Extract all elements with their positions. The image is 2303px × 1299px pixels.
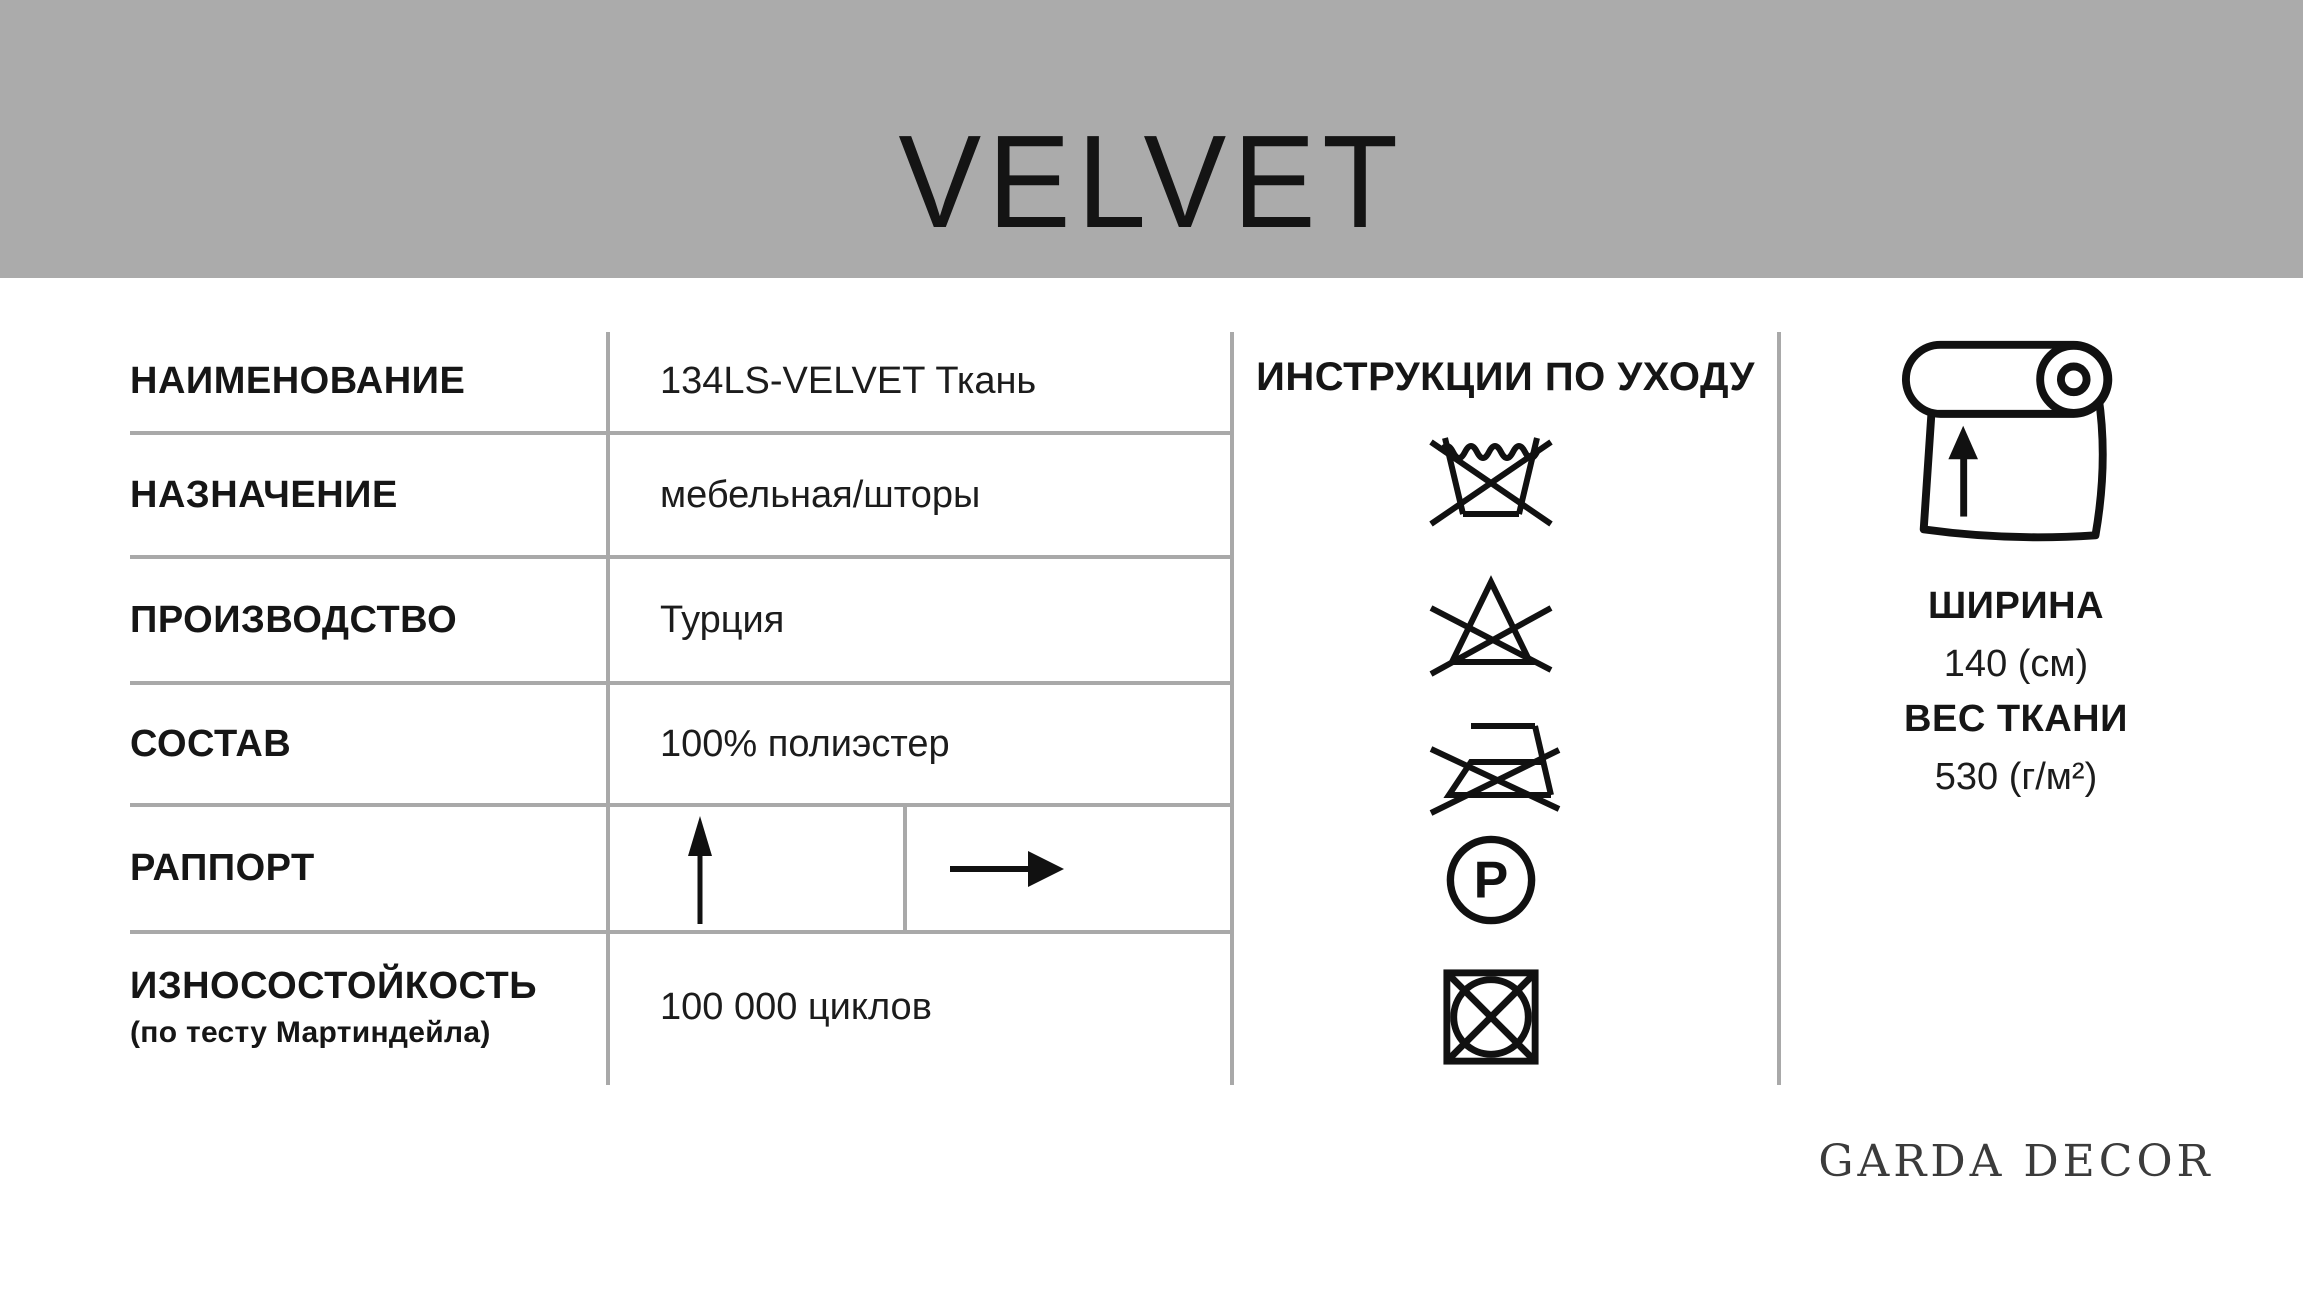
row-label-name: НАИМЕНОВАНИЕ xyxy=(130,360,466,402)
right-arrow-icon xyxy=(948,846,1066,892)
row-label-durability xyxy=(130,934,595,1080)
durability-label: ИЗНОСОСТОЙКОСТЬ xyxy=(130,964,538,1007)
page-title: VELVET xyxy=(898,108,1405,255)
rapport-cell-divider xyxy=(903,803,907,934)
weight-value: 530 (г/м²) xyxy=(1934,756,2098,798)
header-band xyxy=(0,0,2303,278)
row-value-composition: 100% полиэстер xyxy=(660,722,950,765)
row-label-purpose: НАЗНАЧЕНИЕ xyxy=(130,473,398,516)
do-not-tumble-dry-icon xyxy=(1440,966,1542,1068)
column-divider xyxy=(606,332,610,1085)
do-not-bleach-icon xyxy=(1425,572,1557,678)
weight-label: ВЕС ТКАНИ xyxy=(1904,698,2128,740)
row-value-durability: 100 000 циклов xyxy=(660,985,932,1028)
dry-clean-p-icon xyxy=(1443,832,1539,928)
row-label-composition: СОСТАВ xyxy=(130,722,292,765)
do-not-iron-icon xyxy=(1421,719,1561,825)
care-heading: ИНСТРУКЦИИ ПО УХОДУ xyxy=(1256,355,1755,399)
row-label-production: ПРОИЗВОДСТВО xyxy=(130,598,458,641)
width-value: 140 (см) xyxy=(1943,643,2089,685)
table-right-divider xyxy=(1230,332,1234,1085)
row-value-production: Турция xyxy=(660,598,785,641)
fabric-roll-icon xyxy=(1900,336,2132,550)
row-value-purpose: мебельная/шторы xyxy=(660,473,981,516)
row-value-name: 134LS-VELVET Ткань xyxy=(660,360,1037,402)
do-not-wash-icon xyxy=(1425,426,1557,532)
dry-clean-letter: P xyxy=(1473,850,1509,909)
durability-sublabel: (по тесту Мартиндейла) xyxy=(130,1015,491,1049)
row-label-rapport: РАППОРТ xyxy=(130,847,315,889)
width-label: ШИРИНА xyxy=(1927,585,2105,627)
up-arrow-icon xyxy=(676,814,724,928)
brand-logo: GARDA DECOR xyxy=(1818,1136,2214,1187)
